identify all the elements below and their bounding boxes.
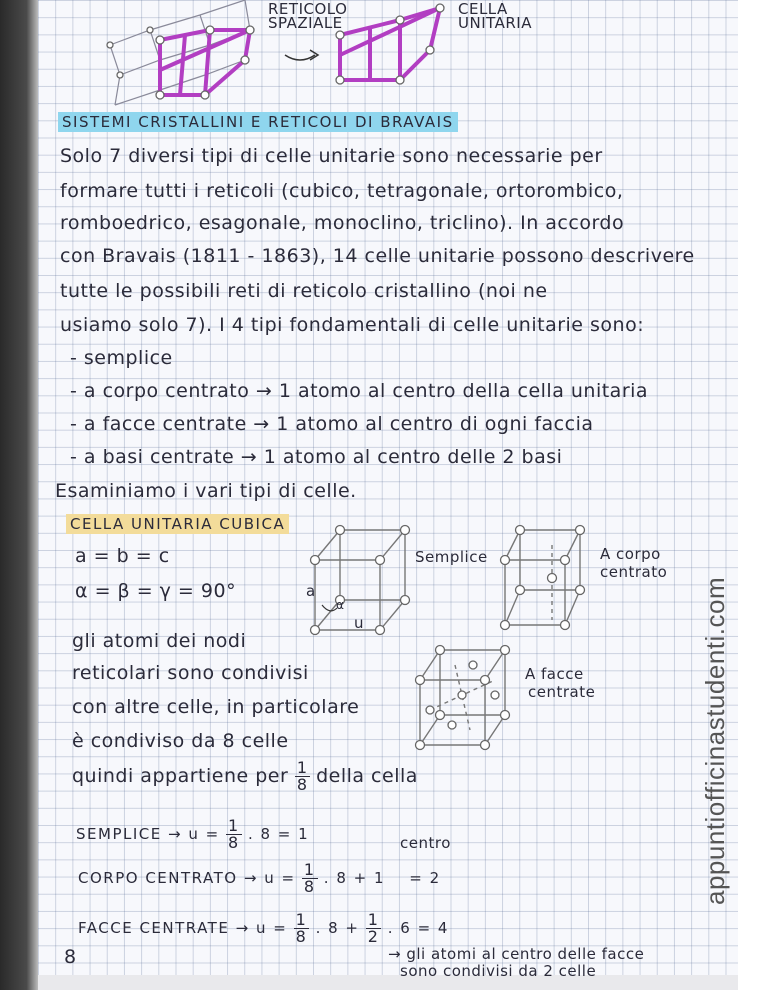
- calc-mid: . 8 +: [315, 919, 360, 937]
- fraction-numerator: 1: [295, 910, 308, 929]
- text-line: con altre celle, in particolare: [72, 696, 360, 718]
- fraction-one-eighth: [302, 862, 318, 895]
- fraction-numerator: 1: [227, 816, 240, 835]
- list-item: - a facce centrate → 1 atomo al centro di ogni faccia: [70, 413, 594, 435]
- calc-simple-label: SEMPLICE: [76, 825, 162, 843]
- page-bottom: [38, 975, 738, 990]
- text-line: è condiviso da 8 celle: [72, 730, 289, 752]
- list-item: - a corpo centrato → 1 atomo al centro della cella unitaria: [70, 380, 649, 402]
- fraction-one-half: [366, 912, 382, 945]
- section-heading-bravais: SISTEMI CRISTALLINI E RETICOLI DI BRAVAIS: [58, 113, 458, 131]
- arrow-icon: →: [235, 919, 250, 937]
- note-centro: centro: [400, 834, 451, 852]
- label-face-centered-1: A facce: [525, 665, 584, 683]
- label-lattice-2: SPAZIALE: [268, 14, 343, 32]
- label-face-centered-2: centrate: [528, 683, 596, 701]
- fraction-line: [72, 760, 418, 793]
- fraction-denominator: 8: [296, 775, 308, 794]
- fraction-denominator: 8: [295, 927, 308, 946]
- closing-line: Esaminiamo i vari tipi di celle.: [55, 480, 357, 502]
- watermark: appuntiofficinastudenti.com: [700, 576, 730, 905]
- calc-simple: [76, 818, 309, 851]
- list-item: - a basi centrate → 1 atomo al centro delle 2 basi: [70, 446, 563, 468]
- paragraph-line: usiamo solo 7). I 4 tipi fondamentali di celle unitarie sono:: [60, 314, 645, 336]
- calc-body-centered: [78, 862, 441, 895]
- paragraph-line: romboedrico, esagonale, monoclino, triclino). In accordo: [60, 212, 625, 234]
- text-line: reticolari sono condivisi: [72, 662, 309, 684]
- fraction-denominator: 8: [227, 833, 240, 852]
- lattice-drawing: [0, 0, 765, 110]
- section-heading-cubic: CELLA UNITARIA CUBICA: [66, 515, 289, 533]
- paragraph-line: formare tutti i reticoli (cubico, tetragonale, ortorombico,: [60, 180, 624, 202]
- label-alpha: α: [336, 598, 345, 612]
- fraction-one-eighth: [226, 818, 242, 851]
- label-cell-1: CELLA: [458, 0, 508, 18]
- calc-expr: u =: [255, 919, 288, 937]
- arrow-icon: →: [388, 945, 402, 963]
- label-lattice-1: RETICOLO: [268, 0, 348, 18]
- calc-end: . 6 = 4: [387, 919, 449, 937]
- label-body-centered-1: A corpo: [600, 545, 661, 563]
- label-body-centered-2: centrato: [600, 563, 668, 581]
- arrow-icon: →: [168, 825, 183, 843]
- fraction-one-eighth: [295, 760, 310, 793]
- footnote: [388, 945, 644, 963]
- binding-edge: [0, 0, 38, 990]
- calc-face-label: FACCE CENTRATE: [78, 919, 230, 937]
- equation-sides: a = b = c: [75, 545, 170, 567]
- equation-angles: α = β = γ = 90°: [75, 580, 237, 602]
- list-item: - semplice: [70, 347, 173, 369]
- fraction-one-eighth: [294, 912, 310, 945]
- page-margin: [738, 0, 765, 990]
- label-edge-a: a: [306, 582, 316, 600]
- paragraph-line: con Bravais (1811 - 1863), 14 celle unitarie possono descrivere: [60, 245, 695, 267]
- calc-expr: u =: [188, 825, 220, 843]
- fraction-denominator: 8: [303, 877, 316, 896]
- calc-face-centered: [78, 912, 449, 945]
- calc-expr: u =: [264, 869, 296, 887]
- calc-result: = 2: [409, 869, 441, 887]
- arrow-icon: →: [243, 869, 258, 887]
- fraction-numerator: 1: [367, 910, 380, 929]
- calc-mid: . 8 + 1: [323, 869, 386, 887]
- paragraph-line: tutte le possibili reti di reticolo cristallino (noi ne: [60, 280, 548, 302]
- fraction-denominator: 2: [367, 927, 380, 946]
- fraction-numerator: 1: [296, 758, 308, 777]
- della-cella-text: della cella: [316, 765, 418, 787]
- label-simple-cube: Semplice: [415, 548, 488, 566]
- page-number: 8: [64, 946, 77, 968]
- label-edge-u: u: [354, 614, 365, 632]
- label-cell-2: UNITARIA: [458, 14, 532, 32]
- text-line: gli atomi dei nodi: [72, 630, 247, 652]
- fraction-numerator: 1: [303, 860, 316, 879]
- footnote-line-1: gli atomi al centro delle facce: [406, 945, 645, 963]
- calc-body-label: CORPO CENTRATO: [78, 869, 238, 887]
- paragraph-line: Solo 7 diversi tipi di celle unitarie sono necessarie per: [60, 145, 603, 167]
- footnote-line-2: sono condivisi da 2 celle: [400, 962, 597, 980]
- quindi-text: quindi appartiene per: [72, 765, 289, 787]
- calc-rest: . 8 = 1: [247, 825, 310, 843]
